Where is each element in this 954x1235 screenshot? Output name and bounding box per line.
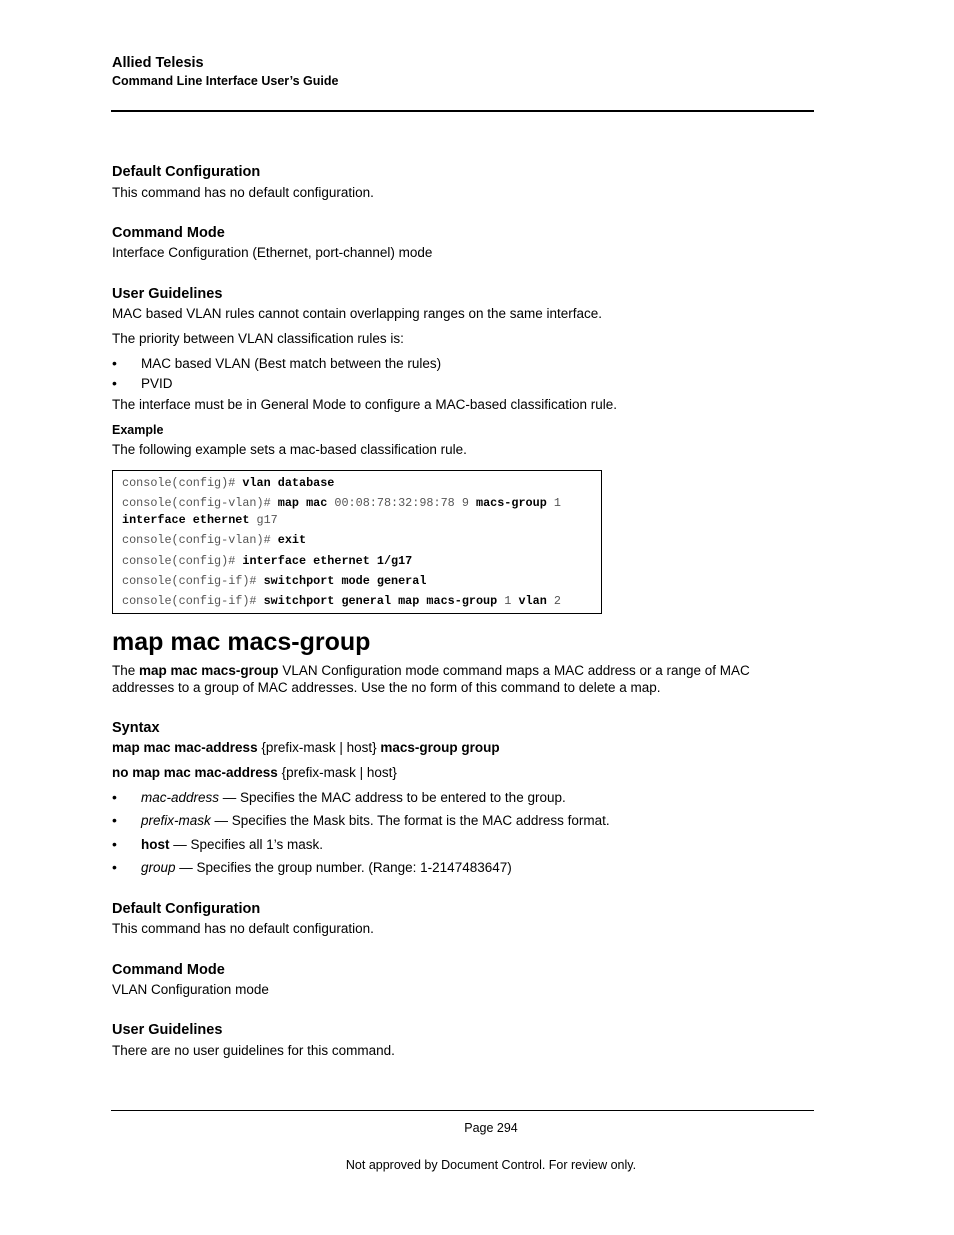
bullet-icon: •	[112, 836, 117, 852]
syntax-line-1: map mac mac-address {prefix-mask | host} macs-group group	[112, 740, 500, 755]
bullet-icon: •	[112, 859, 117, 875]
command-mode-text: Interface Configuration (Ethernet, port-channel) mode	[112, 245, 433, 260]
command-mode-heading: Command Mode	[112, 225, 225, 241]
example-text: The following example sets a mac-based classification rule.	[112, 442, 467, 457]
code-line-1: console(config)# vlan database	[122, 476, 335, 490]
user-guidelines-text-2: The priority between VLAN classification rules is:	[112, 331, 404, 346]
user-guidelines-text-3: The interface must be in General Mode to configure a MAC-based classification rule.	[112, 397, 617, 412]
user-guidelines-text-1: MAC based VLAN rules cannot contain overlapping ranges on the same interface.	[112, 306, 603, 321]
bullet-icon: •	[112, 812, 117, 828]
bullet-icon: •	[112, 375, 117, 391]
code-line-3: interface ethernet g17	[122, 513, 278, 527]
user-guidelines-heading: User Guidelines	[112, 286, 223, 302]
section-default-config-heading: Default Configuration	[112, 901, 261, 917]
section-intro: The map mac macs-group VLAN Configuration mode command maps a MAC address or a range of MAC addresses to a group of MAC addresses. Use the no form of this command to delete a map.	[112, 663, 750, 695]
code-line-5: console(config)# interface ethernet 1/g17	[122, 554, 413, 568]
page-number: Page 294	[464, 1121, 518, 1135]
list-item-text: MAC based VLAN (Best match between the rules)	[141, 356, 442, 371]
param-term: host	[141, 837, 170, 852]
section-title: map mac macs-group	[112, 628, 371, 656]
default-config-text: This command has no default configuration.	[112, 185, 374, 200]
section-command-mode-heading: Command Mode	[112, 962, 225, 978]
section-default-config-text: This command has no default configuration.	[112, 921, 374, 936]
section-command-mode-text: VLAN Configuration mode	[112, 982, 269, 997]
param-term: prefix-mask	[141, 813, 211, 828]
param-desc: — Specifies the Mask bits. The format is the MAC address format.	[210, 813, 610, 828]
header-rule	[111, 110, 814, 112]
param-desc: — Specifies all 1’s mask.	[169, 837, 324, 852]
code-line-4: console(config-vlan)# exit	[122, 533, 307, 547]
section-user-guidelines-heading: User Guidelines	[112, 1022, 223, 1038]
param-desc: — Specifies the group number. (Range: 1-2147483647)	[175, 860, 512, 875]
bullet-icon: •	[112, 789, 117, 805]
header-guide-title: Command Line Interface User’s Guide	[112, 74, 339, 88]
code-line-6: console(config-if)# switchport mode general	[122, 574, 427, 588]
code-example-box	[112, 470, 602, 614]
syntax-line-2: no map mac mac-address {prefix-mask | host}	[112, 765, 397, 780]
syntax-heading: Syntax	[112, 720, 160, 736]
param-desc: — Specifies the MAC address to be entered to the group.	[219, 790, 566, 805]
default-config-heading: Default Configuration	[112, 164, 261, 180]
footer-rule	[111, 1110, 814, 1111]
example-heading: Example	[112, 423, 164, 437]
code-line-2: console(config-vlan)# map mac 00:08:78:32:98:78 9 macs-group 1	[122, 496, 561, 510]
param-term: group	[141, 860, 176, 875]
bullet-icon: •	[112, 355, 117, 371]
list-item-text: PVID	[141, 376, 173, 391]
code-line-7: console(config-if)# switchport general map macs-group 1 vlan 2	[122, 594, 561, 608]
review-note: Not approved by Document Control. For review only.	[345, 1158, 637, 1172]
section-user-guidelines-text: There are no user guidelines for this command.	[112, 1043, 395, 1058]
header-company: Allied Telesis	[112, 55, 204, 71]
param-term: mac-address	[141, 790, 220, 805]
